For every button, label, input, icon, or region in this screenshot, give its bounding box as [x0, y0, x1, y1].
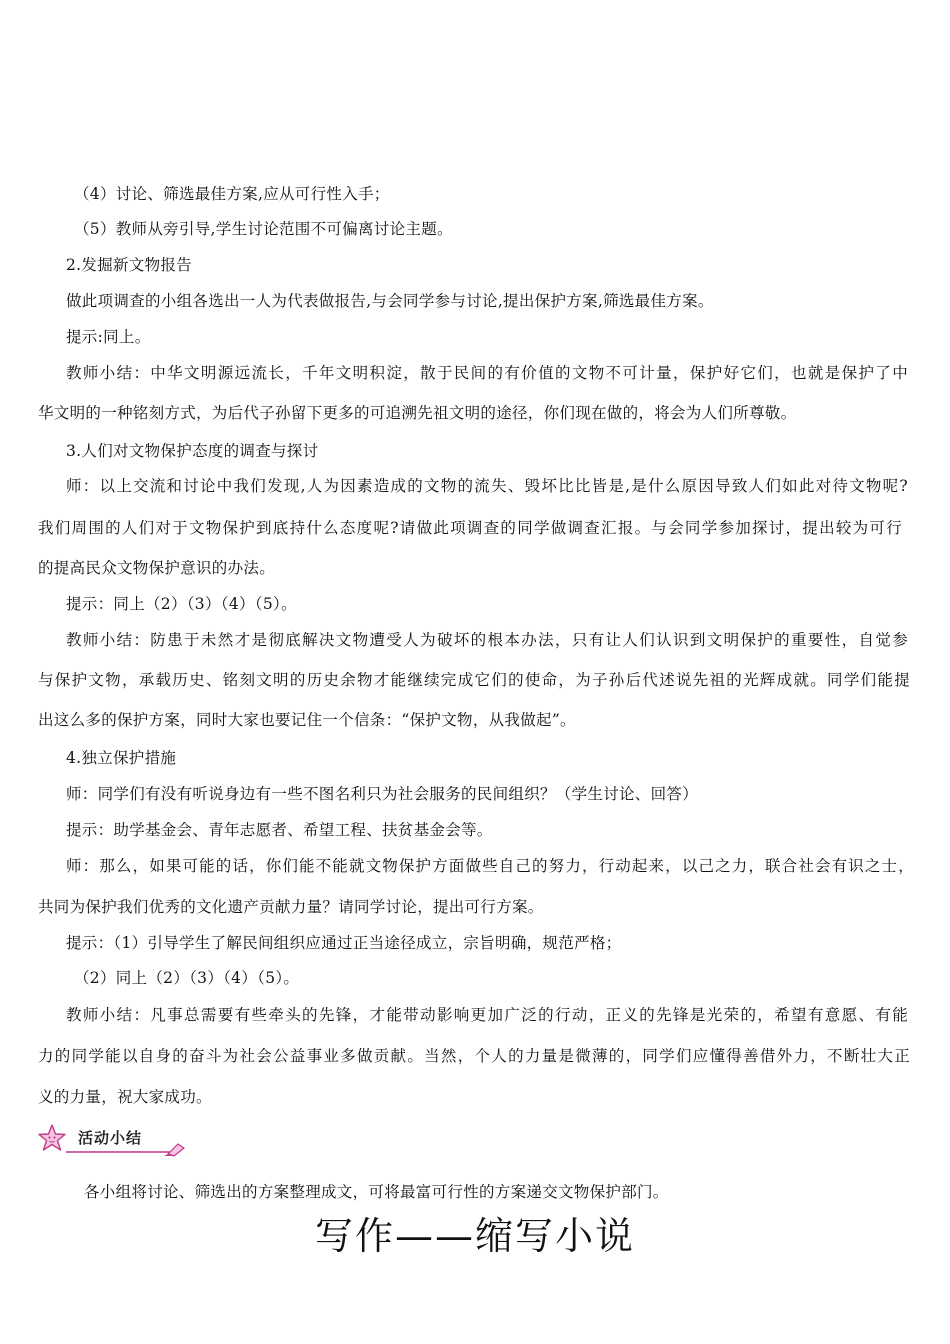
paragraph-line: 教师小结：防患于未然才是彻底解决文物遭受人为破坏的根本办法，只有让人们认识到文明保护的重要性，自觉参	[66, 631, 908, 649]
paragraph-line: 师：同学们有没有听说身边有一些不图名利只为社会服务的民间组织？（学生讨论、回答）	[66, 785, 699, 803]
pencil-icon	[164, 1144, 184, 1156]
paragraph-line: 做此项调查的小组各选出一人为代表做报告,与会同学参与讨论,提出保护方案,筛选最佳方案。	[66, 292, 714, 310]
paragraph-line: 提示：同上（2）（3）（4）（5）。	[66, 595, 297, 613]
paragraph-line: 与保护文物，承载历史、铭刻文明的历史余物才能继续完成它们的使命，为子孙后代述说先祖的光辉成就。同学们能提	[38, 671, 910, 689]
paragraph-line: 提示：助学基金会、青年志愿者、希望工程、扶贫基金会等。	[66, 821, 493, 839]
section-heading: 2.发掘新文物报告	[66, 256, 192, 274]
paragraph-line: 提示:同上。	[66, 328, 151, 346]
paragraph-line: 我们周围的人们对于文物保护到底持什么态度呢?请做此项调查的同学做调查汇报。与会同学参加探讨，提出较为可行	[38, 519, 902, 537]
paragraph-line: 教师小结：凡事总需要有些牵头的先锋，才能带动影响更加广泛的行动，正义的先锋是光荣的，希望有意愿、有能	[66, 1006, 908, 1024]
activity-summary-label: 活动小结	[78, 1129, 143, 1147]
paragraph-line: （2）同上（2）（3）（4）（5）。	[74, 969, 300, 987]
section-heading: 3.人们对文物保护态度的调查与探讨	[66, 442, 319, 460]
paragraph-line: 华文明的一种铭刻方式，为后代子孙留下更多的可追溯先祖文明的途径，你们现在做的，将会为人们所尊敬。	[38, 404, 797, 422]
paragraph-line: 力的同学能以自身的奋斗为社会公益事业多做贡献。当然，个人的力量是微薄的，同学们应懂得善借外力，不断壮大正	[38, 1047, 910, 1065]
paragraph-line: 出这么多的保护方案，同时大家也要记住一个信条：“保护文物，从我做起”。	[38, 711, 576, 729]
paragraph-line: 师：那么，如果可能的话，你们能不能就文物保护方面做些自己的努力，行动起来，以己之力，联合社会有识之士，	[66, 857, 914, 875]
paragraph-line: 提示：（1）引导学生了解民间组织应通过正当途径成立，宗旨明确，规范严格；	[66, 934, 622, 952]
summary-text: 各小组将讨论、筛选出的方案整理成文，可将最富可行性的方案递交文物保护部门。	[84, 1183, 669, 1201]
star-icon	[39, 1125, 65, 1150]
paragraph-line: （4）讨论、筛选最佳方案,应从可行性入手；	[74, 185, 390, 203]
paragraph-line: 共同为保护我们优秀的文化遗产贡献力量？请同学讨论，提出可行方案。	[38, 898, 544, 916]
paragraph-line: 的提高民众文物保护意识的办法。	[38, 559, 276, 577]
paragraph-line: 师：以上交流和讨论中我们发现,人为因素造成的文物的流失、毁坏比比皆是,是什么原因导致人们如此对待文物呢?	[66, 477, 908, 495]
paragraph-line: （5）教师从旁引导,学生讨论范围不可偏离讨论主题。	[74, 220, 453, 238]
paragraph-line: 教师小结：中华文明源远流长，千年文明积淀，散于民间的有价值的文物不可计量，保护好它们，也就是保护了中	[66, 364, 908, 382]
page-title: 写作——缩写小说	[314, 1214, 635, 1258]
paragraph-line: 义的力量，祝大家成功。	[38, 1088, 212, 1106]
section-heading: 4.独立保护措施	[66, 749, 177, 767]
